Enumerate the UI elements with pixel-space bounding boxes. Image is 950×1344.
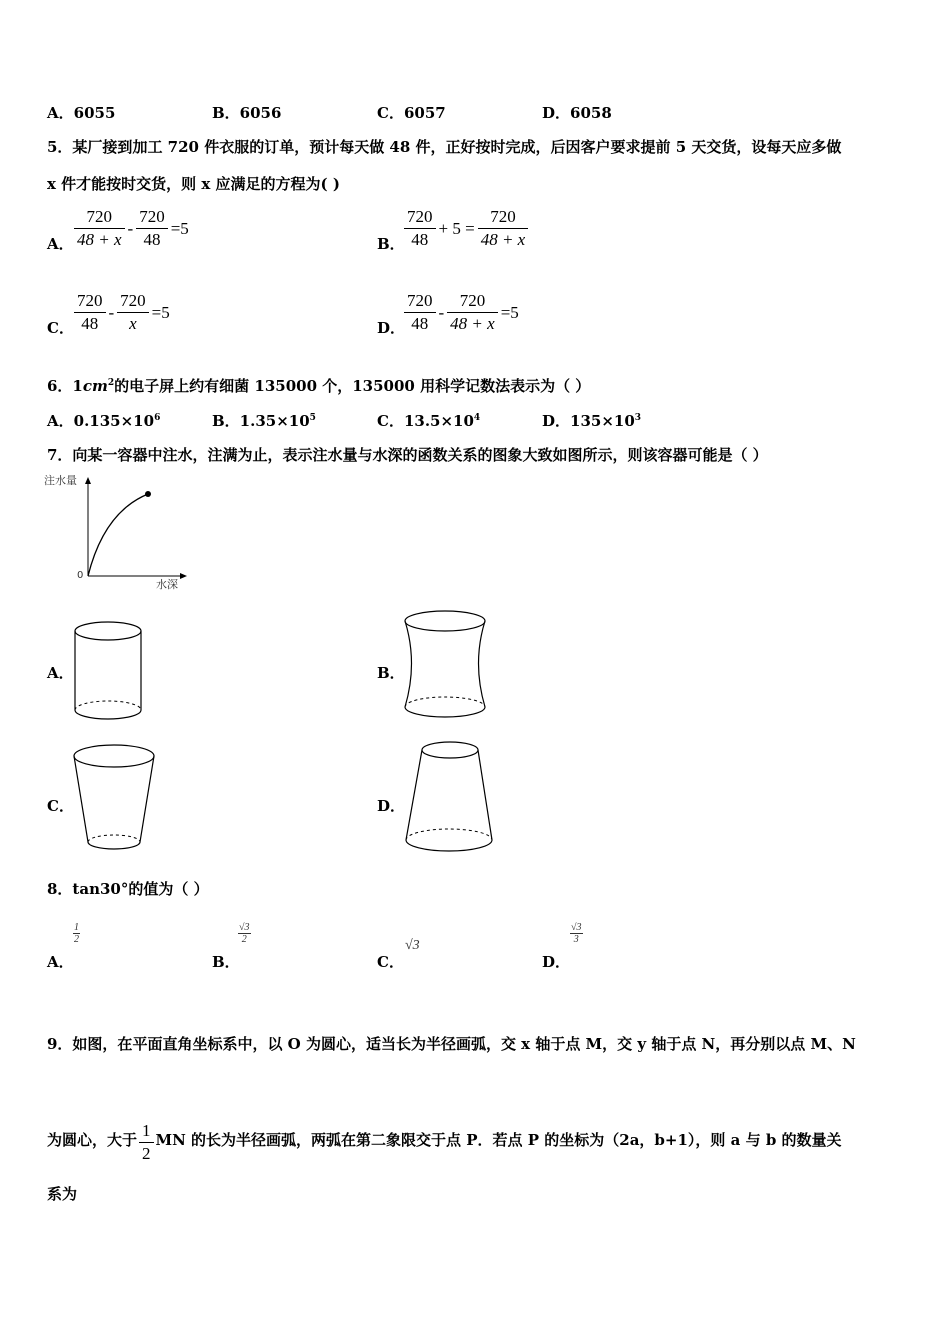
y-axis-arrow bbox=[85, 477, 91, 484]
q5-option-d-label: D． bbox=[377, 319, 406, 337]
q8-option-a-label: A． bbox=[47, 953, 74, 971]
q6-option-a: A．$0.135\times 10^6$ bbox=[47, 412, 161, 430]
q4-option-c: C．6057 bbox=[377, 104, 446, 122]
q5-stem-line2: x 件才能按时交货，则 x 应满足的方程为( ) bbox=[47, 175, 340, 193]
fraction: $\frac{720}{48 + x}$ bbox=[447, 290, 498, 335]
graph-x-label: 水深 bbox=[156, 578, 178, 591]
fraction: $\frac{720}{48}$ bbox=[136, 206, 168, 251]
q7-graph bbox=[42, 472, 192, 592]
graph-origin-label: 0 bbox=[77, 570, 84, 581]
fraction: $\frac{720}{48 + x}$ bbox=[478, 206, 529, 251]
q6-option-b: B．$1.35\times 10^5$ bbox=[212, 412, 316, 430]
q8-option-b-label: B． bbox=[212, 953, 240, 971]
q5-option-b-equation: $\frac{720}{48}$ + 5 = $\frac{720}{48 + x}$ bbox=[404, 206, 528, 251]
q7-option-a-label: A． bbox=[47, 664, 74, 682]
q5-option-d-equation: $\frac{720}{48}$ - $\frac{720}{48 + x}$ =5 bbox=[404, 290, 522, 335]
graph-y-label: 注水量 bbox=[44, 474, 77, 487]
q7-container-concave bbox=[398, 605, 493, 729]
q9-stem-line2: 为圆心，大于 $\frac{1}{2}$ MN 的长为半径画弧，两弧在第二象限交于点 P．若点 P 的坐标为（2a，b+1），则 a 与 b 的数量关 bbox=[47, 1121, 842, 1163]
q8-option-a-value: $\frac{1}{2}$ bbox=[74, 922, 79, 945]
q5-option-a-label: A． bbox=[47, 235, 74, 253]
q5-stem-line1: 5．某厂接到加工 720 件衣服的订单，预计每天做 48 件，正好按时完成，后因客户要求提前 5 天交货，设每天应多做 bbox=[47, 138, 842, 156]
q5-option-c-equation: $\frac{720}{48}$ - $\frac{720}{x}$ =5 bbox=[74, 290, 173, 335]
q6-option-c: C．$13.5\times 10^4$ bbox=[377, 412, 481, 430]
q6-stem: 6．$1cm^2$的电子屏上约有细菌 135000 个，135000 用科学记数法表示为（ ） bbox=[47, 377, 591, 395]
q9-stem-line3: 系为 bbox=[47, 1185, 78, 1203]
q8-option-d-label: D． bbox=[542, 953, 571, 971]
q5-option-c-label: C． bbox=[47, 319, 74, 337]
graph-endpoint bbox=[145, 491, 151, 497]
q4-option-b: B．6056 bbox=[212, 104, 282, 122]
q7-option-d-label: D． bbox=[377, 797, 406, 815]
q7-option-c-label: C． bbox=[47, 797, 74, 815]
q7-option-b-label: B． bbox=[377, 664, 405, 682]
fraction: $\frac{720}{48 + x}$ bbox=[74, 206, 125, 251]
graph-curve bbox=[88, 494, 148, 576]
fraction-half: $\frac{1}{2}$ bbox=[139, 1120, 154, 1165]
q9-stem-line1: 9．如图，在平面直角坐标系中，以 O 为圆心，适当长为半径画弧，交 x 轴于点 M，交 y 轴于点 N，再分别以点 M、N bbox=[47, 1035, 856, 1053]
q5-option-a-equation: $\frac{720}{48 + x}$ - $\frac{720}{48}$ =5 bbox=[74, 206, 192, 251]
q5-option-b-label: B． bbox=[377, 235, 405, 253]
q8-option-b-value: $\frac{√3}{2}$ bbox=[239, 922, 250, 945]
q4-option-a: A．6055 bbox=[47, 104, 116, 122]
q7-container-cup bbox=[66, 740, 166, 864]
q6-option-d: D．$135\times 10^3$ bbox=[542, 412, 642, 430]
q8-option-d-value: $\frac{√3}{3}$ bbox=[571, 922, 582, 945]
q8-option-c-value: √3 bbox=[405, 938, 420, 953]
q8-stem: 8．tan30°的值为（ ） bbox=[47, 880, 209, 898]
fraction: $\frac{720}{48}$ bbox=[404, 206, 436, 251]
x-axis-arrow bbox=[180, 573, 187, 579]
q8-option-c-label: C． bbox=[377, 953, 404, 971]
fraction: $\frac{720}{x}$ bbox=[117, 290, 149, 335]
q7-container-cylinder bbox=[68, 618, 148, 732]
q7-stem: 7．向某一容器中注水，注满为止，表示注水量与水深的函数关系的图象大致如图所示，则该容器可能是（ ） bbox=[47, 446, 768, 464]
q7-container-frustum bbox=[398, 736, 498, 865]
fraction: $\frac{720}{48}$ bbox=[404, 290, 436, 335]
q4-option-d: D．6058 bbox=[542, 104, 612, 122]
fraction: $\frac{720}{48}$ bbox=[74, 290, 106, 335]
